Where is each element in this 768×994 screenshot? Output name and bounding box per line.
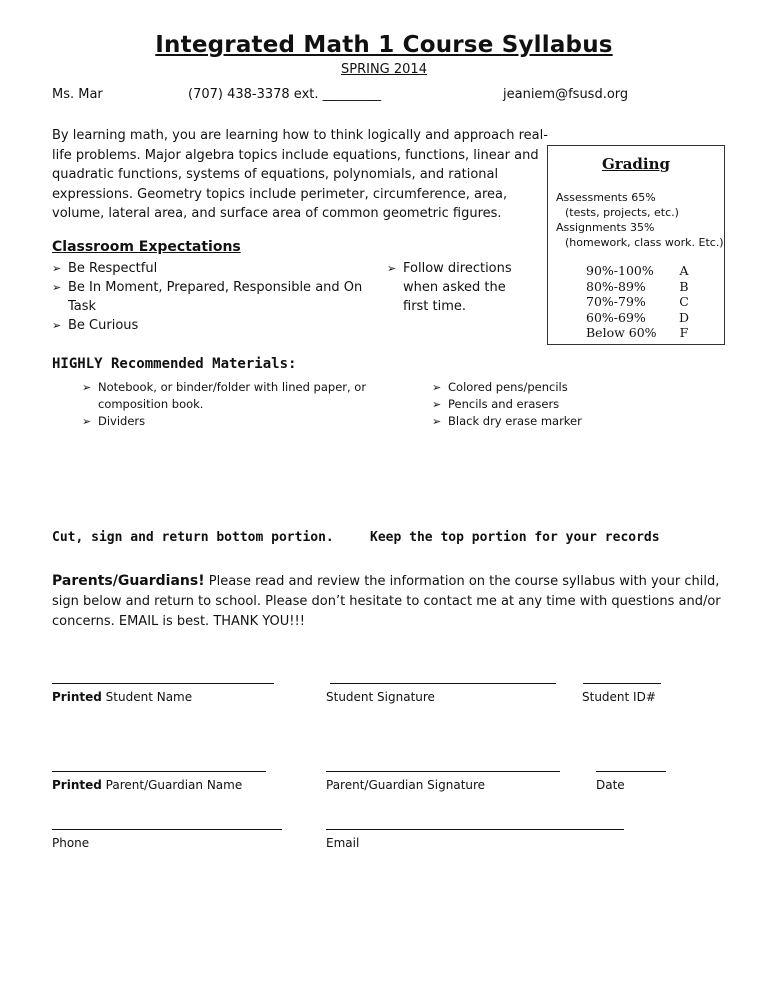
list-item: ➢ Notebook, or binder/folder with lined paper, or composition book. [82,380,367,411]
grade-range: Below 60% [586,325,657,340]
student-id-line[interactable] [583,683,661,684]
arrow-bullet-icon: ➢ [82,415,92,428]
arrow-bullet-icon: ➢ [82,381,92,394]
grade-letter: F [679,325,689,340]
list-item: ➢ Be Curious [52,318,139,333]
list-item: ➢ Black dry erase marker [432,414,582,428]
parent-name-label: Printed Parent/Guardian Name [52,778,243,792]
arrow-bullet-icon: ➢ [432,381,442,394]
phone-line[interactable] [52,829,282,830]
student-name-line[interactable] [52,683,274,684]
arrow-bullet-icon: ➢ [52,319,62,332]
list-item: ➢ Follow directions when asked the first time. [387,261,512,314]
course-intro: By learning math, you are learning how to think logically and approach real-life problems. Major algebra topics include equations, functions, linear and quadratic functions, systems of equations, polynomials, and rational expressions. Geometry topics include perimeter, circumference, area, volume, lateral area, and surface area of common geometric figures. [52,128,548,221]
materials-list-right [432,379,632,430]
arrow-bullet-icon: ➢ [52,281,62,294]
parents-paragraph [52,571,727,632]
arrow-bullet-icon: ➢ [432,398,442,411]
teacher-email: jeaniem@fsusd.org [503,87,629,102]
date-line[interactable] [596,771,666,772]
grading-box [547,145,725,345]
list-item: ➢ Be Respectful [52,261,158,276]
grade-range: 90%-100% [586,263,654,278]
parents-heading: Parents/Guardians! [52,573,205,589]
assignments-note: (homework, class work. Etc.) [565,236,724,249]
arrow-bullet-icon: ➢ [387,262,397,275]
grade-scale-letters [679,263,689,341]
expectations-list-right [387,259,532,316]
list-item: ➢ Pencils and erasers [432,397,560,411]
grading-title: Grading [601,155,670,173]
list-item: ➢ Colored pens/pencils [432,380,568,394]
cut-note: Cut, sign and return bottom portion. [52,530,334,545]
parent-signature-label: Parent/Guardian Signature [326,778,486,792]
page-title: Integrated Math 1 Course Syllabus [155,32,613,58]
grade-letter: B [679,278,689,294]
keep-note: Keep the top portion for your records [370,530,660,545]
arrow-bullet-icon: ➢ [432,415,442,428]
teacher-phone: (707) 438-3378 ext. _________ [188,87,382,102]
phone-label: Phone [52,836,90,850]
teacher-name: Ms. Mar [52,87,103,102]
term: SPRING 2014 [341,62,427,77]
assessments-weight: Assessments 65% [556,191,656,204]
grade-range: 80%-89% [586,278,646,294]
expectations-list-left [52,259,374,335]
expectations-heading: Classroom Expectations [52,239,241,255]
date-label: Date [596,778,625,792]
grade-scale-ranges [586,263,657,341]
grade-letter: C [679,294,689,309]
list-item: ➢ Be In Moment, Prepared, Responsible and On Task [52,280,363,314]
materials-heading: HIGHLY Recommended Materials: [52,356,297,372]
materials-list-left [82,379,372,430]
student-id-label: Student ID# [582,690,656,704]
list-item: ➢ Dividers [82,414,146,428]
student-signature-line[interactable] [330,683,556,684]
grade-range: 60%-69% [586,309,646,325]
assessments-note: (tests, projects, etc.) [565,206,679,219]
email-label: Email [326,836,360,850]
parent-signature-line[interactable] [326,771,560,772]
grade-letter: D [679,309,690,325]
parent-name-line[interactable] [52,771,266,772]
grade-range: 70%-79% [586,294,646,309]
grade-letter: A [679,263,689,278]
assignments-weight: Assignments 35% [556,221,655,234]
parents-text: Please read and review the information on the course syllabus with your child, sign below and return to school. Please don’t hesitate to contact me at any time with questions and/or concerns. EMAIL is best. THANK YOU!!! [52,574,721,629]
email-line[interactable] [326,829,624,830]
arrow-bullet-icon: ➢ [52,262,62,275]
student-name-label: Printed Student Name [52,690,193,704]
student-signature-label: Student Signature [326,690,435,704]
